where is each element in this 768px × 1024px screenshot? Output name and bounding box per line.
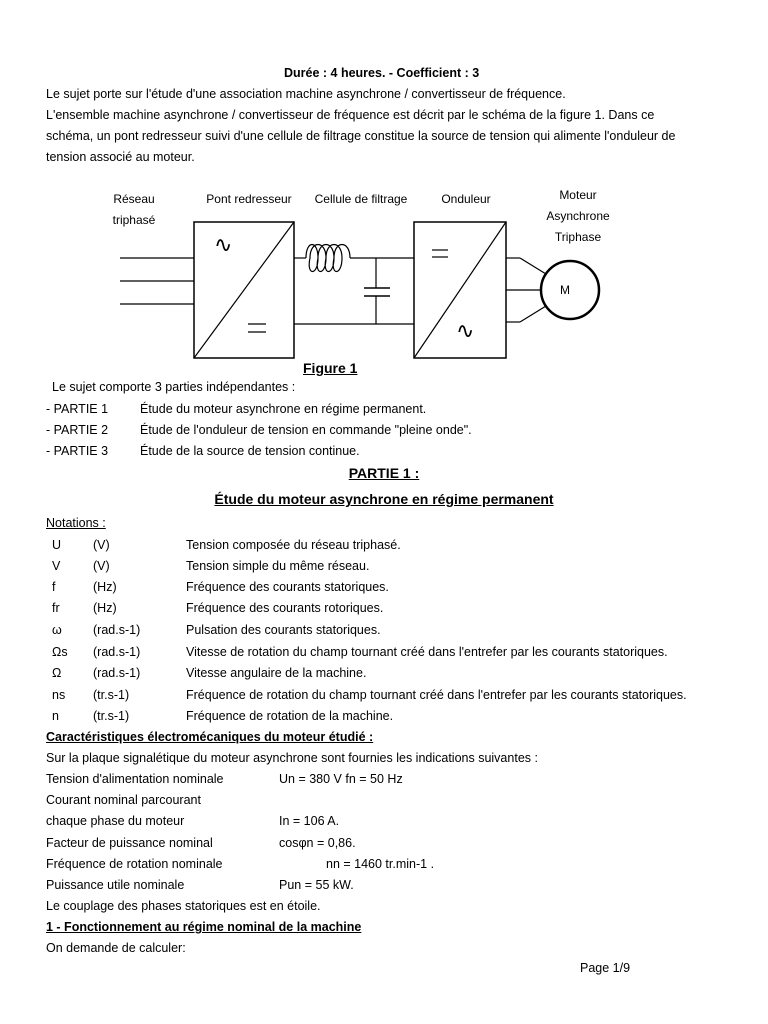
notation-desc: Fréquence des courants rotoriques.: [186, 601, 384, 615]
duration-header: Durée : 4 heures. - Coefficient : 3: [284, 66, 480, 80]
notation-desc: Vitesse angulaire de la machine.: [186, 666, 367, 680]
label-pont-redresseur: Pont redresseur: [206, 192, 292, 206]
rectifier-ac-icon: ∿: [214, 232, 233, 257]
carac-title: Caractéristiques électromécaniques du moteur étudié :: [46, 730, 374, 744]
intro-line-1: Le sujet porte sur l'étude d'une association machine asynchrone / convertisseur de fréquence.: [46, 87, 566, 101]
label-reseau: Réseau triphasé: [112, 192, 156, 227]
intro-line-2: L'ensemble machine asynchrone / convertisseur de fréquence est décrit par le schéma de la figure 1. Dans ce: [46, 108, 655, 122]
inductor-coil: [306, 245, 350, 272]
part-desc-3: Étude de la source de tension continue.: [140, 444, 360, 458]
notation-unit: (tr.s-1): [93, 688, 130, 702]
notation-symbol: Ω: [52, 666, 62, 680]
label-cellule-filtrage: Cellule de filtrage: [314, 192, 408, 206]
part-tag-3: - PARTIE 3: [46, 444, 109, 458]
couplage-text: Le couplage des phases statoriques est en étoile.: [46, 899, 321, 913]
notation-symbol: f: [52, 580, 56, 594]
intro-line-3: schéma, un pont redresseur suivi d'une cellule de filtrage constitue la source de tension qui alimente l'onduleur de: [46, 129, 676, 143]
notation-symbol: V: [52, 559, 61, 573]
carac-value: cosφn = 0,86.: [279, 836, 356, 850]
notation-unit: (rad.s-1): [93, 623, 141, 637]
part-desc-2: Étude de l'onduleur de tension en commande "pleine onde".: [140, 423, 472, 437]
partie1-title: PARTIE 1 :: [348, 465, 420, 481]
part-tag-2: - PARTIE 2: [46, 423, 109, 437]
notation-symbol: U: [52, 538, 62, 552]
notation-desc: Fréquence des courants statoriques.: [186, 580, 389, 594]
notation-desc: Fréquence de rotation de la machine.: [186, 709, 394, 723]
carac-value: nn = 1460 tr.min-1 .: [326, 857, 435, 871]
partie1-subtitle: Étude du moteur asynchrone en régime permanent: [214, 491, 554, 507]
motor-circle: [541, 261, 599, 319]
carac-intro: Sur la plaque signalétique du moteur asynchrone sont fournies les indications suivantes :: [46, 751, 538, 765]
notation-unit: (V): [93, 559, 110, 573]
figure-caption: Figure 1: [303, 360, 358, 376]
notation-unit: (Hz): [93, 580, 117, 594]
carac-label: chaque phase du moteur: [46, 814, 185, 828]
carac-value: Un = 380 V fn = 50 Hz: [279, 772, 403, 786]
notation-unit: (rad.s-1): [93, 645, 141, 659]
notation-unit: (Hz): [93, 601, 117, 615]
notation-desc: Pulsation des courants statoriques.: [186, 623, 381, 637]
parts-intro-heading: Le sujet comporte 3 parties indépendantes :: [52, 380, 296, 394]
carac-label: Puissance utile nominale: [46, 878, 185, 892]
notation-symbol: ns: [52, 688, 66, 702]
carac-value: Pun = 55 kW.: [279, 878, 354, 892]
section-1-intro: On demande de calculer:: [46, 941, 186, 955]
part-tag-1: - PARTIE 1: [46, 402, 109, 416]
notation-desc: Tension simple du même réseau.: [186, 559, 370, 573]
label-onduleur: Onduleur: [441, 192, 491, 206]
notation-symbol: n: [52, 709, 59, 723]
label-moteur: Moteur Asynchrone Triphase: [546, 188, 610, 244]
intro-line-4: tension associé au moteur.: [46, 150, 195, 164]
inverter-ac-icon: ∿: [456, 318, 475, 343]
carac-value: In = 106 A.: [279, 814, 340, 828]
part-desc-1: Étude du moteur asynchrone en régime permanent.: [140, 402, 427, 416]
section-1-title: 1 - Fonctionnement au régime nominal de la machine: [46, 920, 362, 934]
carac-label: Fréquence de rotation nominale: [46, 857, 223, 871]
carac-label: Courant nominal parcourant: [46, 793, 201, 807]
notation-desc: Fréquence de rotation du champ tournant créé dans l'entrefer par les courants statoriques.: [186, 688, 687, 702]
page-number: Page 1/9: [580, 961, 631, 975]
notation-unit: (rad.s-1): [93, 666, 141, 680]
notations-label: Notations :: [46, 516, 106, 530]
rectifier-box: [194, 222, 294, 358]
notation-symbol: ω: [52, 623, 62, 637]
motor-symbol: M: [560, 283, 570, 297]
notation-symbol: Ωs: [52, 645, 68, 659]
notation-unit: (tr.s-1): [93, 709, 130, 723]
notation-desc: Vitesse de rotation du champ tournant créé dans l'entrefer par les courants statoriques.: [186, 645, 668, 659]
carac-label: Facteur de puissance nominal: [46, 836, 213, 850]
carac-label: Tension d'alimentation nominale: [46, 772, 224, 786]
notation-symbol: fr: [52, 601, 60, 615]
notation-unit: (V): [93, 538, 110, 552]
notation-desc: Tension composée du réseau triphasé.: [186, 538, 401, 552]
